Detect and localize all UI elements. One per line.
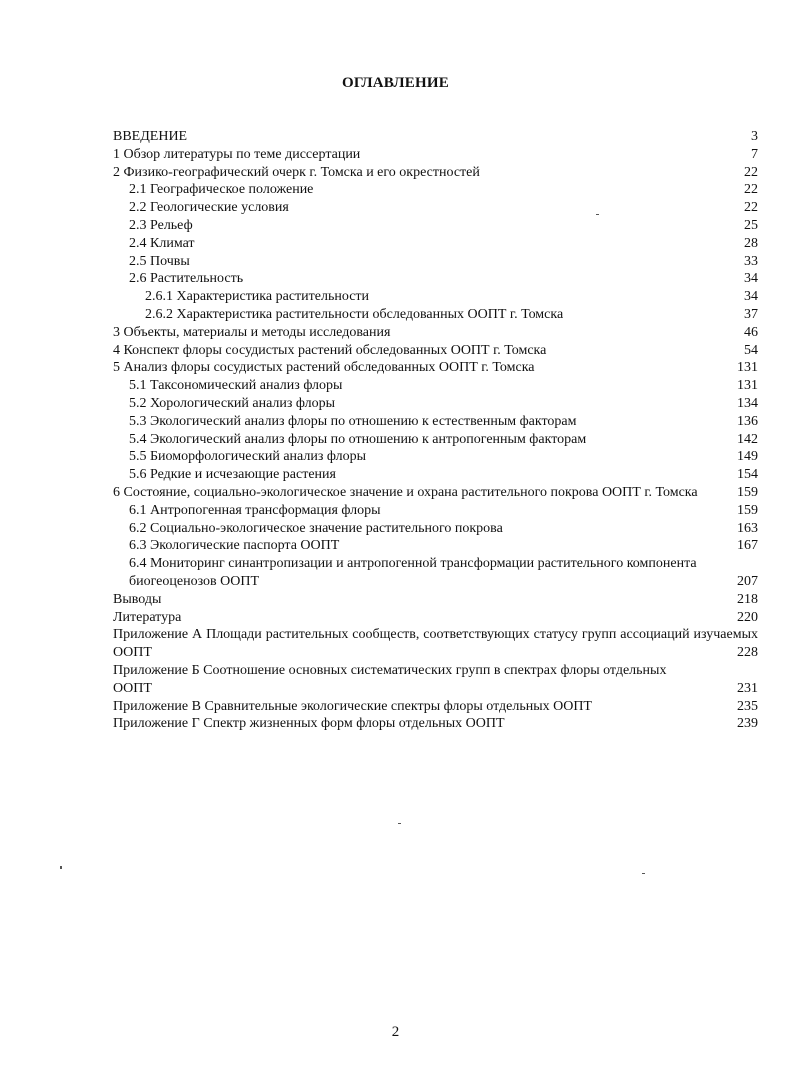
toc-entry-page: 46 xyxy=(744,324,758,340)
scan-speck xyxy=(642,873,645,874)
toc-entry xyxy=(113,431,758,449)
toc-entry xyxy=(113,377,758,395)
toc-entry-label: 5.1 Таксономический анализ флоры xyxy=(129,378,343,394)
toc-entry xyxy=(113,235,758,253)
toc-entry xyxy=(113,270,758,288)
toc-entry-label: Приложение Г Спектр жизненных форм флоры отдельных ООПТ xyxy=(113,716,505,732)
toc-entry-page: 7 xyxy=(751,146,758,162)
toc-entry xyxy=(113,555,758,591)
toc-entry-label: 6.2 Социально-экологическое значение растительного покрова xyxy=(129,520,503,536)
toc-entry-label: 6 Состояние, социально-экологическое значение и охрана растительного покрова ООПТ г. Томска xyxy=(113,484,698,500)
toc-entry xyxy=(113,413,758,431)
toc-entry-page: 149 xyxy=(737,449,758,465)
toc-entry-label: 5.2 Хорологический анализ флоры xyxy=(129,395,336,411)
toc-entry-label: 5.5 Биоморфологический анализ флоры xyxy=(129,449,367,465)
toc-entry-page: 142 xyxy=(737,431,758,447)
scan-speck xyxy=(60,866,62,869)
toc-entry-page: 228 xyxy=(737,645,758,661)
toc-entry-label: Приложение Б Соотношение основных систематических групп в спектрах флоры отдельных ООПТ xyxy=(113,662,667,696)
toc-entry-label: 6.4 Мониторинг синантропизации и антропогенной трансформации растительного компонента биогеоценозов ООПТ xyxy=(129,556,697,589)
toc-entry-page: 218 xyxy=(737,591,758,607)
page-number: 2 xyxy=(391,1024,400,1040)
toc-entry-page: 134 xyxy=(737,395,758,411)
toc-entry xyxy=(113,181,758,199)
toc-entry xyxy=(113,342,758,360)
toc-entry xyxy=(113,128,758,146)
page-title: ОГЛАВЛЕНИЕ xyxy=(342,75,449,91)
toc-entry xyxy=(113,217,758,235)
toc-entry-page: 3 xyxy=(751,129,758,144)
scan-speck xyxy=(398,823,401,824)
toc-entry-page: 235 xyxy=(737,698,758,714)
toc-entry xyxy=(113,502,758,520)
toc-entry xyxy=(113,591,758,609)
toc-entry-page: 220 xyxy=(737,609,758,625)
toc-entry-page: 22 xyxy=(744,182,758,198)
toc-entry xyxy=(113,164,758,182)
toc-entry-label: 2.6 Растительность xyxy=(129,271,244,287)
toc-entry-label: 2 Физико-географический очерк г. Томска и его окрестностей xyxy=(113,164,480,180)
toc-entry-page: 231 xyxy=(737,680,758,696)
toc-entry-label: Выводы xyxy=(113,591,162,607)
toc-entry-page: 136 xyxy=(737,413,758,429)
toc-entry xyxy=(113,324,758,342)
toc-entry-label: Приложение В Сравнительные экологические спектры флоры отдельных ООПТ xyxy=(113,698,592,714)
toc-entry xyxy=(113,662,758,698)
toc-entry-page: 28 xyxy=(744,235,758,251)
toc-entry-label: 2.1 Географическое положение xyxy=(129,182,314,198)
toc-entry-label: 5.6 Редкие и исчезающие растения xyxy=(129,467,336,483)
toc-entry-page: 154 xyxy=(737,467,758,483)
toc-entry-label: ВВЕДЕНИЕ xyxy=(113,129,188,144)
toc-entry xyxy=(113,306,758,324)
toc-entry-page: 207 xyxy=(737,573,758,589)
toc-entry-label: Приложение А Площади растительных сообществ, соответствующих статусу групп ассоциаций изучаемых ООПТ xyxy=(113,627,758,661)
toc-entry-label: 2.6.2 Характеристика растительности обследованных ООПТ г. Томска xyxy=(145,306,564,322)
toc-entry xyxy=(113,537,758,555)
toc-entry-label: 4 Конспект флоры сосудистых растений обследованных ООПТ г. Томска xyxy=(113,342,547,358)
toc-entry xyxy=(113,146,758,164)
table-of-contents xyxy=(113,128,758,733)
toc-entry xyxy=(113,199,758,217)
scan-speck xyxy=(596,214,599,215)
toc-entry xyxy=(113,626,758,662)
toc-entry-page: 22 xyxy=(744,200,758,216)
toc-entry-page: 54 xyxy=(744,342,758,358)
toc-entry xyxy=(113,288,758,306)
toc-entry-label: 2.6.1 Характеристика растительности xyxy=(145,289,370,305)
toc-entry-page: 34 xyxy=(744,271,758,287)
toc-entry-page: 131 xyxy=(737,360,758,376)
toc-entry-label: 2.2 Геологические условия xyxy=(129,200,289,216)
toc-entry-label: 6.3 Экологические паспорта ООПТ xyxy=(129,538,340,554)
toc-entry xyxy=(113,520,758,538)
toc-entry-page: 37 xyxy=(744,306,758,322)
toc-entry-label: 2.4 Климат xyxy=(129,235,195,251)
toc-entry xyxy=(113,466,758,484)
toc-entry xyxy=(113,395,758,413)
toc-entry xyxy=(113,484,758,502)
toc-entry-page: 163 xyxy=(737,520,758,536)
toc-entry xyxy=(113,253,758,271)
toc-entry-label: Литература xyxy=(113,609,182,625)
toc-entry-page: 131 xyxy=(737,378,758,394)
toc-entry xyxy=(113,359,758,377)
toc-entry-page: 22 xyxy=(744,164,758,180)
toc-entry-label: 2.3 Рельеф xyxy=(129,217,193,233)
toc-entry-label: 6.1 Антропогенная трансформация флоры xyxy=(129,502,381,518)
toc-entry-page: 34 xyxy=(744,289,758,305)
toc-entry-label: 1 Обзор литературы по теме диссертации xyxy=(113,146,361,162)
toc-entry-page: 25 xyxy=(744,217,758,233)
toc-entry-label: 5 Анализ флоры сосудистых растений обследованных ООПТ г. Томска xyxy=(113,360,535,376)
toc-entry-page: 159 xyxy=(737,502,758,518)
toc-entry-page: 159 xyxy=(737,484,758,500)
toc-entry-page: 167 xyxy=(737,538,758,554)
toc-entry xyxy=(113,609,758,627)
toc-entry-label: 2.5 Почвы xyxy=(129,253,190,269)
toc-entry-label: 5.4 Экологический анализ флоры по отношению к антропогенным факторам xyxy=(129,431,587,447)
toc-entry-page: 239 xyxy=(737,716,758,732)
toc-entry-page: 33 xyxy=(744,253,758,269)
toc-entry-label: 5.3 Экологический анализ флоры по отношению к естественным факторам xyxy=(129,413,577,429)
toc-entry-label: 3 Объекты, материалы и методы исследования xyxy=(113,324,391,340)
toc-entry xyxy=(113,698,758,716)
toc-entry xyxy=(113,448,758,466)
toc-entry xyxy=(113,715,758,733)
